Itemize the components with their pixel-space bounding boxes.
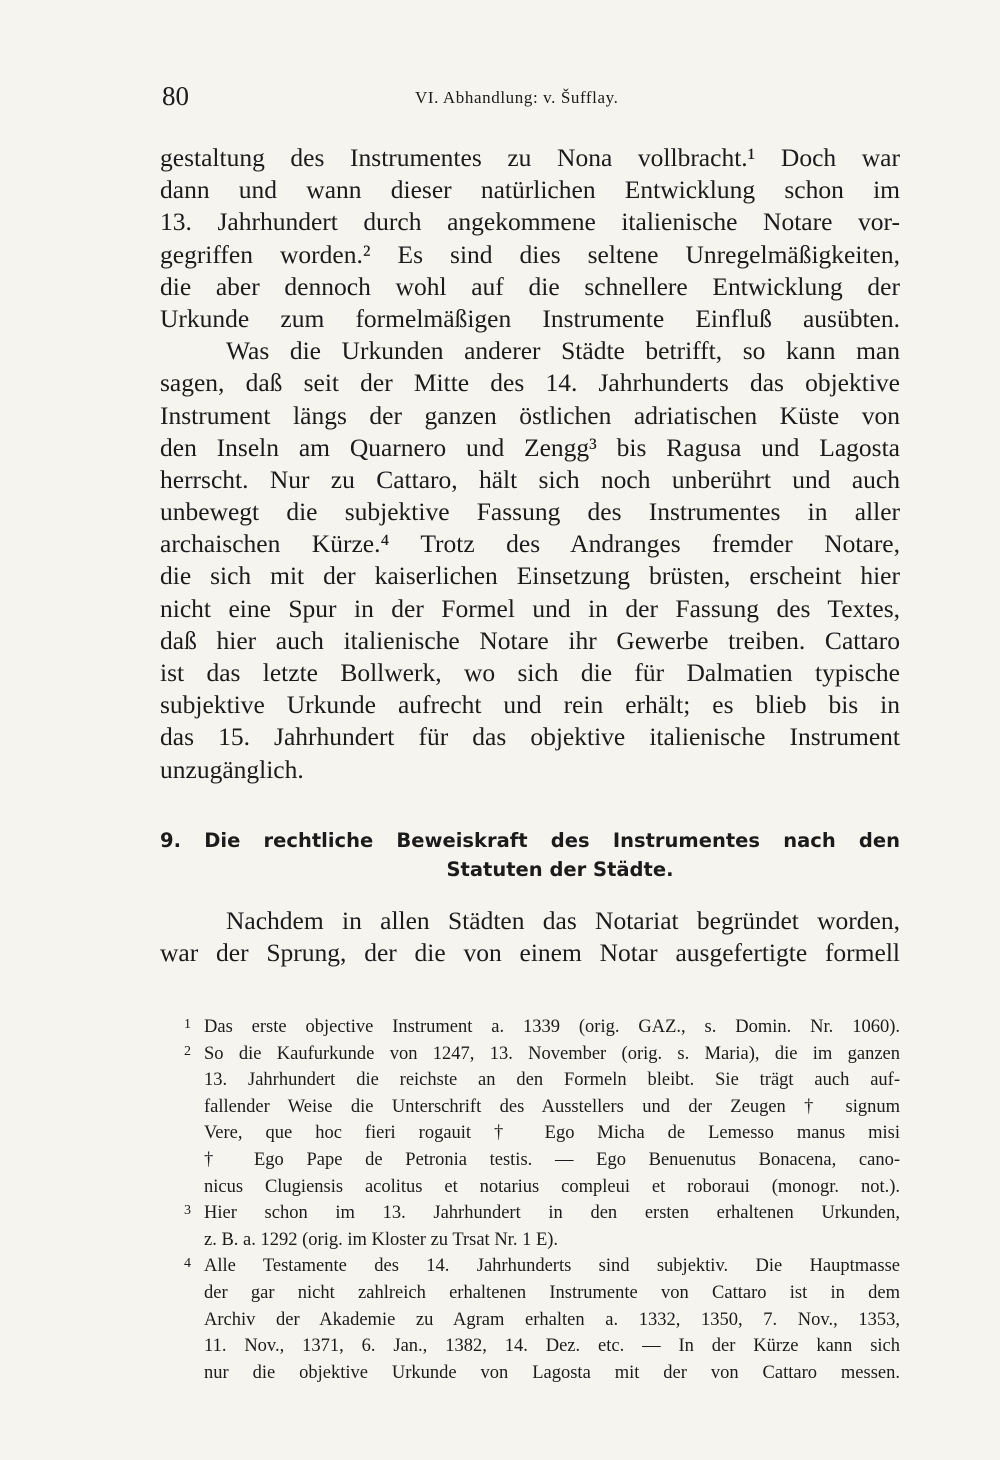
footnote-line: [184, 1253, 900, 1280]
footnote-line: fallender Weise die Unterschrift des Ausstellers und der Zeugen † signum: [204, 1096, 900, 1117]
footnote-mark: 4: [184, 1256, 191, 1272]
footnote-mark: 3: [184, 1203, 191, 1219]
footnote-line: Archiv der Akademie zu Agram erhalten a. 1332, 1350, 7. Nov., 1353,: [204, 1309, 900, 1330]
text-line: herrscht. Nur zu Cattaro, hält sich noch unberührt und auch: [160, 464, 900, 494]
footnote-line: [184, 1200, 900, 1227]
footnote-line: z. B. a. 1292 (orig. im Kloster zu Trsat Nr. 1 E).: [204, 1229, 559, 1250]
text-line: archaischen Kürze.⁴ Trotz des Andranges fremder Notare,: [160, 529, 900, 559]
footnote-line: nur die objektive Urkunde von Lagosta mit der von Cattaro messen.: [204, 1362, 900, 1383]
body-text: [160, 142, 900, 786]
text-line: 13. Jahrhundert durch angekommene italienische Notare vor-: [160, 207, 900, 237]
text-line: das 15. Jahrhundert für das objektive italienische Instrument: [160, 722, 900, 752]
footnote-line: 13. Jahrhundert die reichste an den Formeln bleibt. Sie trägt auch auf-: [204, 1070, 900, 1091]
text-line: war der Sprung, der die von einem Notar ausgefertigte formell: [160, 938, 900, 968]
footnote-line: Vere, que hoc fieri rogauit † Ego Micha de Lemesso manus misi: [204, 1123, 900, 1144]
footnote-mark: 1: [184, 1017, 191, 1032]
text-line: nicht eine Spur in der Formel und in der Fassung des Textes,: [160, 593, 900, 623]
text-line: Urkunde zum formelmäßigen Instrumente Einfluß ausübten.: [160, 303, 900, 333]
text-line: die aber dennoch wohl auf die schnellere Entwicklung der: [160, 271, 900, 301]
text-line: gegriffen worden.² Es sind dies seltene Unregelmäßigkeiten,: [160, 239, 900, 269]
footnote-text: Das erste objective Instrument a. 1339 (orig. GAZ., s. Domin. Nr. 1060).: [204, 1017, 900, 1037]
text-line: gestaltung des Instrumentes zu Nona vollbracht.¹ Doch war: [160, 143, 900, 172]
footnote-text: Hier schon im 13. Jahrhundert in den ersten erhaltenen Urkunden,: [204, 1203, 900, 1224]
text-line: ist das letzte Bollwerk, wo sich die für Dalmatien typische: [160, 658, 900, 687]
paragraph-first-line: Nachdem in allen Städten das Notariat begründet worden,: [226, 906, 900, 935]
text-line: sagen, daß seit der Mitte des 14. Jahrhunderts das objektive: [160, 368, 900, 398]
footnote-line: [184, 1014, 900, 1041]
section-body: [160, 905, 900, 969]
footnote-line: der gar nicht zahlreich erhaltenen Instrumente von Cattaro ist in dem: [204, 1282, 900, 1303]
paragraph-first-line: Was die Urkunden anderer Städte betrifft, so kann man: [226, 336, 900, 366]
page-header: [160, 78, 900, 118]
text-line: daß hier auch italienische Notare ihr Gewerbe treiben. Cattaro: [160, 625, 900, 655]
footnote-mark: 2: [184, 1043, 191, 1059]
footnote-text: So die Kaufurkunde von 1247, 13. November (orig. s. Maria), die im ganzen: [204, 1043, 900, 1064]
footnote-line: 11. Nov., 1371, 6. Jan., 1382, 14. Dez. etc. — In der Kürze kann sich: [204, 1336, 900, 1357]
text-line: die sich mit der kaiserlichen Einsetzung brüsten, erscheint hier: [160, 561, 900, 591]
text-line: dann und wann dieser natürlichen Entwicklung schon im: [160, 175, 900, 205]
running-head: VI. Abhandlung: v. Šufflay.: [415, 88, 619, 107]
footnote-line: nicus Clugiensis acolitus et notarius compleui et roboraui (monogr. not.).: [204, 1176, 900, 1197]
section-heading-line: 9. Die rechtliche Beweiskraft des Instrumentes nach den: [160, 829, 900, 852]
text-line: unbewegt die subjektive Fassung des Instrumentes in aller: [160, 497, 900, 527]
text-line: Instrument längs der ganzen östlichen adriatischen Küste von: [160, 400, 900, 430]
footnote-text: Alle Testamente des 14. Jahrhunderts sind subjektiv. Die Hauptmasse: [204, 1256, 900, 1277]
section-heading-line: Statuten der Städte.: [446, 858, 674, 881]
footnotes: [184, 1014, 900, 1386]
footnote-line: † Ego Pape de Petronia testis. — Ego Benuenutus Bonacena, cano-: [204, 1149, 900, 1170]
text-line: subjektive Urkunde aufrecht und rein erhält; es blieb bis in: [160, 690, 900, 720]
text-line: den Inseln am Quarnero und Zengg³ bis Ragusa und Lagosta: [160, 432, 900, 462]
page-number: 80: [162, 81, 189, 111]
footnote-line: [184, 1041, 900, 1068]
section-heading: [160, 826, 900, 884]
paragraph-last-line: unzugänglich.: [160, 754, 304, 784]
